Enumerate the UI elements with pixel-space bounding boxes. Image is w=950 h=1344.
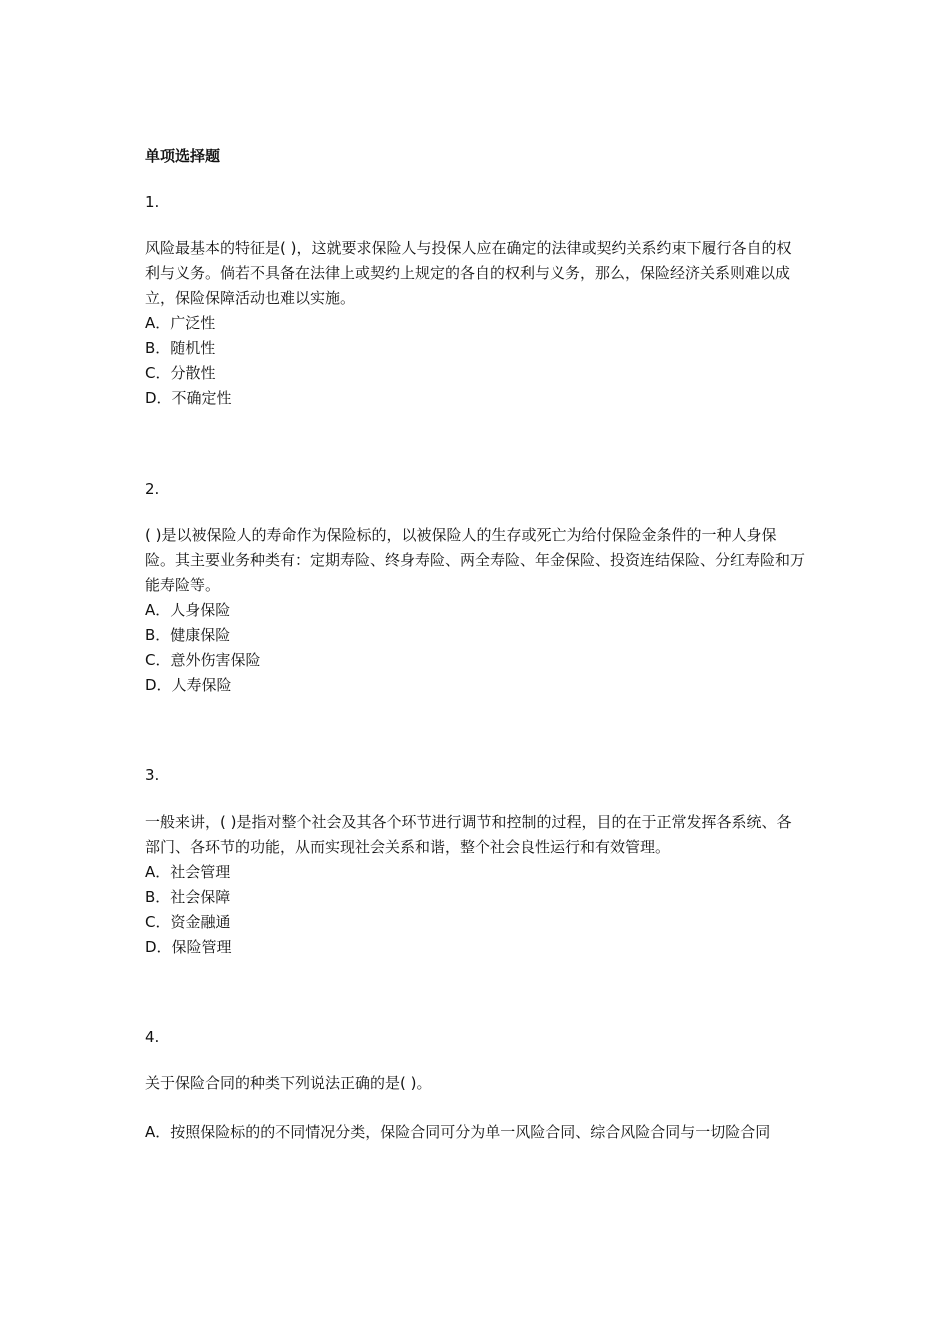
question-3-option-a: A．社会管理 [145,863,231,881]
question-4-number: 4. [145,1028,160,1046]
question-4-option-a [145,1120,805,1145]
question-2-option-d: D．人寿保险 [145,676,232,694]
question-1-option-c: C．分散性 [145,364,216,382]
question-4-option-a-text: A．按照保险标的的不同情况分类，保险合同可分为单一风险合同、综合风险合同与一切险合同 [145,1123,771,1141]
question-3-option-c: C．资金融通 [145,913,231,931]
question-3-option-b: B．社会保障 [145,888,231,906]
question-1-text: 风险最基本的特征是( )，这就要求保险人与投保人应在确定的法律或契约关系约束下履行各自的权利与义务。倘若不具备在法律上或契约上规定的各自的权利与义务，那么，保险经济关系则难以成立，保险保障活动也难以实施。 [145,239,792,307]
question-1-number: 1. [145,193,160,211]
question-1-options [145,311,805,411]
question-3-text: 一般来讲，( )是指对整个社会及其各个环节进行调节和控制的过程，目的在于正常发挥各系统、各部门、各环节的功能，从而实现社会关系和谐，整个社会良性运行和有效管理。 [145,813,792,856]
question-2-option-c: C．意外伤害保险 [145,651,261,669]
question-1-option-a: A．广泛性 [145,314,216,332]
question-2-text: ( )是以被保险人的寿命作为保险标的，以被保险人的生存或死亡为给付保险金条件的一种人身保险。其主要业务种类有：定期寿险、终身寿险、两全寿险、年金保险、投资连结保险、分红寿险和万能寿险等。 [145,526,806,594]
question-2-option-a: A．人身保险 [145,601,231,619]
question-3-options [145,860,805,960]
question-2-option-b: B．健康保险 [145,626,231,644]
question-1-option-d: D．不确定性 [145,389,232,407]
question-2-number: 2. [145,480,160,498]
question-1-option-b: B．随机性 [145,339,216,357]
question-3-option-d: D．保险管理 [145,938,232,956]
question-4-text: 关于保险合同的种类下列说法正确的是( )。 [145,1074,432,1092]
section-title: 单项选择题 [145,147,221,165]
question-2-options [145,598,805,698]
question-3-number: 3. [145,766,160,784]
